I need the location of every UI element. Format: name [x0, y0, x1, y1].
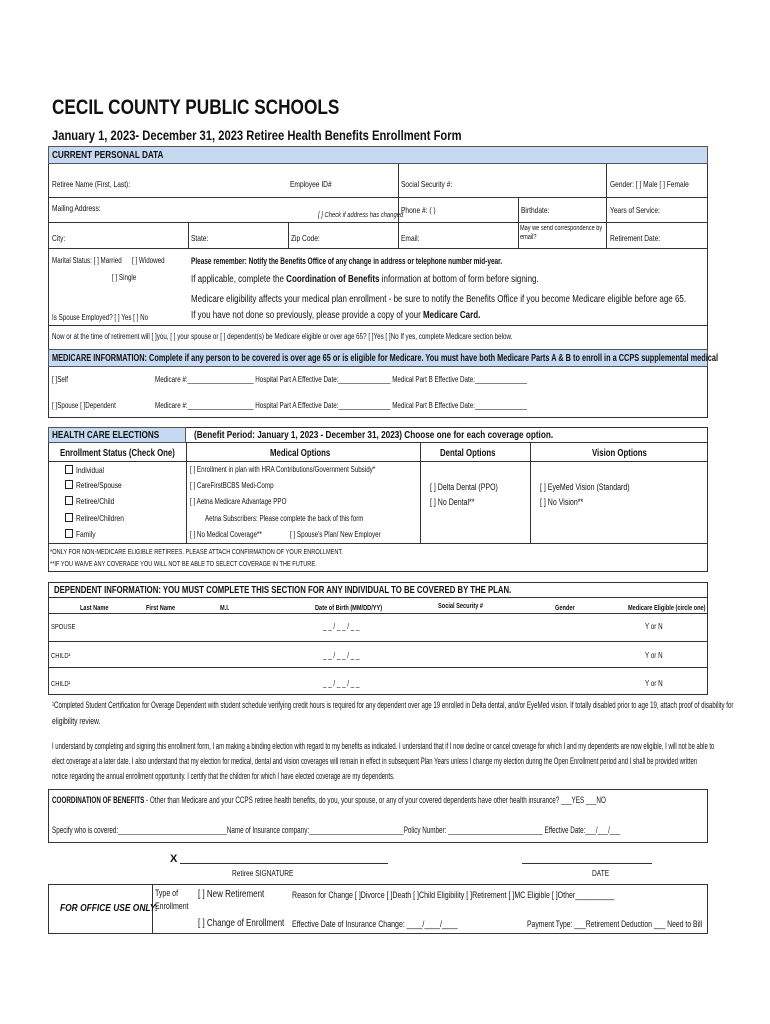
dep-row-child2-yn[interactable]: Y or N [645, 679, 663, 688]
status-individual-checkbox[interactable] [65, 465, 73, 474]
elections-note-1: *ONLY FOR NON-MEDICARE ELIGIBLE RETIREES. PLEASE ATTACH CONFIRMATION OF YOUR ENROLLMENT. [50, 547, 343, 556]
status-family-checkbox[interactable] [65, 529, 73, 538]
medical-carefirst[interactable]: [ ] CareFirstBCBS Medi-Comp [190, 481, 274, 490]
col-last-name: Last Name [80, 603, 109, 612]
vision-none[interactable]: [ ] No Vision** [540, 497, 584, 507]
office-effective-date[interactable]: Effective Date of Insurance Change: ____/____/____ [292, 919, 458, 930]
date-label: DATE [592, 868, 610, 878]
city-field[interactable]: City: [52, 233, 66, 243]
cob-question[interactable]: COORDINATION OF BENEFITS - Other than Medicare and your CCPS retiree health benefits, do you, your spouse, or any of your covered dependents have other health insurance? ___YES ___NO [52, 795, 606, 805]
col-gender: Gender [555, 603, 575, 612]
dep-row-spouse-yn[interactable]: Y or N [645, 622, 663, 631]
medicare-spouse-line[interactable]: Medicare #:___________________ Hospital Part A Effective Date:_______________ Medical Part B Effective Date:_______________ [155, 401, 528, 410]
form-subtitle: January 1, 2023- December 31, 2023 Retiree Health Benefits Enrollment Form [52, 127, 462, 143]
status-individual: Individual [76, 465, 105, 475]
date-line[interactable] [522, 863, 652, 864]
statement-line-1: I understand by completing and signing this enrollment form, I am making a binding election with regard to my benefits as indicated. I understand that if I now decline or cancel coverage for which I and my dependents are now eligible, I will not be able to [52, 741, 715, 751]
status-family: Family [76, 529, 96, 539]
vision-options-title: Vision Options [592, 448, 647, 459]
dep-row-spouse-label: SPOUSE [51, 622, 76, 631]
state-field[interactable]: State: [191, 233, 209, 243]
medicare-card-notice: If you have not done so previously, please provide a copy of your Medicare Card. [191, 310, 481, 321]
spouse-employed-field[interactable]: Is Spouse Employed? [ ] Yes [ ] No [52, 313, 149, 322]
ssn-field[interactable]: Social Security #: [401, 179, 453, 189]
col-dob: Date of Birth (MM/DD/YY) [315, 603, 383, 612]
mailing-address-field[interactable]: Mailing Address: [52, 203, 101, 213]
dep-row-spouse-dob[interactable]: _ _ / _ _ / _ _ [323, 622, 360, 631]
marital-single[interactable]: [ ] Single [112, 273, 137, 282]
office-use-label: FOR OFFICE USE ONLY: [60, 902, 158, 914]
dependent-footnote: ¹Completed Student Certification for Overage Dependent with student schedule verifying credit hours is required for any dependent over age 19 enrolled in Delta dental, and/or EyeMed vision. If totally disabled prior to age 19, attach proof of disability for [52, 700, 734, 710]
gender-field[interactable]: Gender: [ ] Male [ ] Female [610, 179, 689, 189]
email-correspondence-field[interactable]: May we send correspondence by email? [520, 225, 603, 241]
email-field[interactable]: Email: [401, 233, 420, 243]
years-of-service-field[interactable]: Years of Service: [610, 205, 660, 215]
status-retiree-child: Retiree/Child [76, 496, 115, 506]
medical-options-title: Medical Options [270, 448, 331, 459]
medicare-self-checkbox[interactable]: [ ]Self [52, 375, 68, 384]
signature-label: Retiree SIGNATURE [232, 868, 294, 878]
remember-notice: Please remember: Notify the Benefits Office of any change in address or telephone number mid-year. [191, 256, 503, 266]
dep-row-child2-label: CHILD¹ [51, 679, 71, 688]
benefit-period: (Benefit Period: January 1, 2023 - December 31, 2023) Choose one for each coverage option. [194, 429, 554, 441]
col-first-name: First Name [146, 603, 176, 612]
personal-header: CURRENT PERSONAL DATA [52, 149, 164, 161]
zip-field[interactable]: Zip Code: [291, 233, 320, 243]
medical-hra[interactable]: [ ] Enrollment in plan with HRA Contributions/Government Subsidy* [190, 465, 376, 474]
status-retiree-children: Retiree/Children [76, 513, 124, 523]
dental-delta[interactable]: [ ] Delta Dental (PPO) [430, 482, 498, 492]
dental-none[interactable]: [ ] No Dental** [430, 497, 475, 507]
elections-header: HEALTH CARE ELECTIONS [52, 429, 160, 441]
phone-field[interactable]: Phone #: ( ) [401, 205, 436, 215]
dependent-footnote-2: eligibility review. [52, 716, 101, 726]
medical-spouse-plan[interactable]: [ ] Spouse's Plan/ New Employer [290, 530, 381, 539]
statement-line-3: notice regarding the annual enrollment opportunity. I certify that the children for which I have elected coverage are my dependents. [52, 771, 395, 781]
dental-options-title: Dental Options [440, 448, 496, 459]
col-medicare-eligible: Medicare Eligible (circle one) [628, 603, 706, 612]
cob-notice: If applicable, complete the Coordination of Benefits information at bottom of form before signing. [191, 274, 539, 285]
dep-row-child2-dob[interactable]: _ _ / _ _ / _ _ [323, 679, 360, 688]
office-reason[interactable]: Reason for Change [ ]Divorce [ ]Death [ ]Child Eligibility [ ]Retirement [ ]MC Eligible [ ]Other__________ [292, 890, 615, 901]
page-title: CECIL COUNTY PUBLIC SCHOOLS [52, 96, 340, 119]
signature-x: X [170, 853, 178, 865]
dependent-header: DEPENDENT INFORMATION: YOU MUST COMPLETE THIS SECTION FOR ANY INDIVIDUAL TO BE COVERED BY THE PLAN. [54, 584, 512, 596]
type-of-enrollment: Type of Enrollment [155, 888, 189, 911]
office-new-retirement[interactable]: [ ] New Retirement [198, 889, 265, 900]
medicare-spouse-checkbox[interactable]: [ ]Spouse [ ]Dependent [52, 401, 116, 410]
employee-id-field[interactable]: Employee ID# [290, 179, 332, 189]
col-mi: M.I. [220, 603, 230, 612]
marital-married[interactable]: Marital Status: [ ] Married [52, 256, 122, 265]
elections-note-2: **IF YOU WAIVE ANY COVERAGE YOU WILL NOT BE ABLE TO SELECT COVERAGE IN THE FUTURE. [50, 559, 317, 568]
medicare-eligibility-notice: Medicare eligibility affects your medical plan enrollment - be sure to notify the Benefits Office if you become Medicare eligible before age 65. [191, 294, 687, 305]
status-retiree-spouse-checkbox[interactable] [65, 480, 73, 489]
medicare-eligible-question[interactable]: Now or at the time of retirement will [ ]you, [ ] your spouse or [ ] dependent(s) be Medicare eligible or over age 65? [ ]Yes [ ]No If yes, complete Medicare section below. [52, 332, 513, 341]
signature-line[interactable] [180, 863, 388, 864]
medical-none[interactable]: [ ] No Medical Coverage** [190, 530, 262, 539]
aetna-note: Aetna Subscribers: Please complete the back of this form [205, 514, 364, 523]
marital-widowed[interactable]: [ ] Widowed [132, 256, 165, 265]
retirement-date-field[interactable]: Retirement Date: [610, 233, 661, 243]
medicare-self-line[interactable]: Medicare #:___________________ Hospital Part A Effective Date:_______________ Medical Part B Effective Date:_______________ [155, 375, 528, 384]
birthdate-field[interactable]: Birthdate: [521, 205, 550, 215]
col-ssn: Social Security # [438, 601, 484, 610]
status-retiree-spouse: Retiree/Spouse [76, 480, 122, 490]
cob-specify[interactable]: Specify who is covered:_______________________________Name of Insurance company:___________________________Policy Number: ___________________________ Effective Date:___/___/___ [52, 825, 621, 835]
medicare-header: MEDICARE INFORMATION: Complete if any person to be covered is over age 65 or is eligible for Medicare. You must have both Medicare Parts A & B to enroll in a CCPS supplemental medical [52, 352, 719, 364]
status-retiree-child-checkbox[interactable] [65, 496, 73, 505]
office-change-enrollment[interactable]: [ ] Change of Enrollment [198, 918, 285, 929]
enrollment-status-title: Enrollment Status (Check One) [60, 448, 175, 459]
dep-row-child1-yn[interactable]: Y or N [645, 651, 663, 660]
dep-row-child1-dob[interactable]: _ _ / _ _ / _ _ [323, 651, 360, 660]
dep-row-child1-label: CHILD¹ [51, 651, 71, 660]
status-retiree-children-checkbox[interactable] [65, 513, 73, 522]
medical-aetna[interactable]: [ ] Aetna Medicare Advantage PPO [190, 497, 287, 506]
address-changed-checkbox[interactable]: [ ] Check if address has changed [318, 210, 404, 219]
statement-line-2: elect coverage at a later date. I also understand that my election for medical, dental and vision coverages will remain in effect in subsequent Plan Years unless I change my election during the Open Enrollment period and I shall be provided written [52, 756, 698, 766]
vision-eyemed[interactable]: [ ] EyeMed Vision (Standard) [540, 482, 630, 492]
office-payment-type[interactable]: Payment Type: ___Retirement Deduction ___ Need to Bill [527, 919, 703, 930]
retiree-name-field[interactable]: Retiree Name (First, Last): [52, 179, 131, 189]
